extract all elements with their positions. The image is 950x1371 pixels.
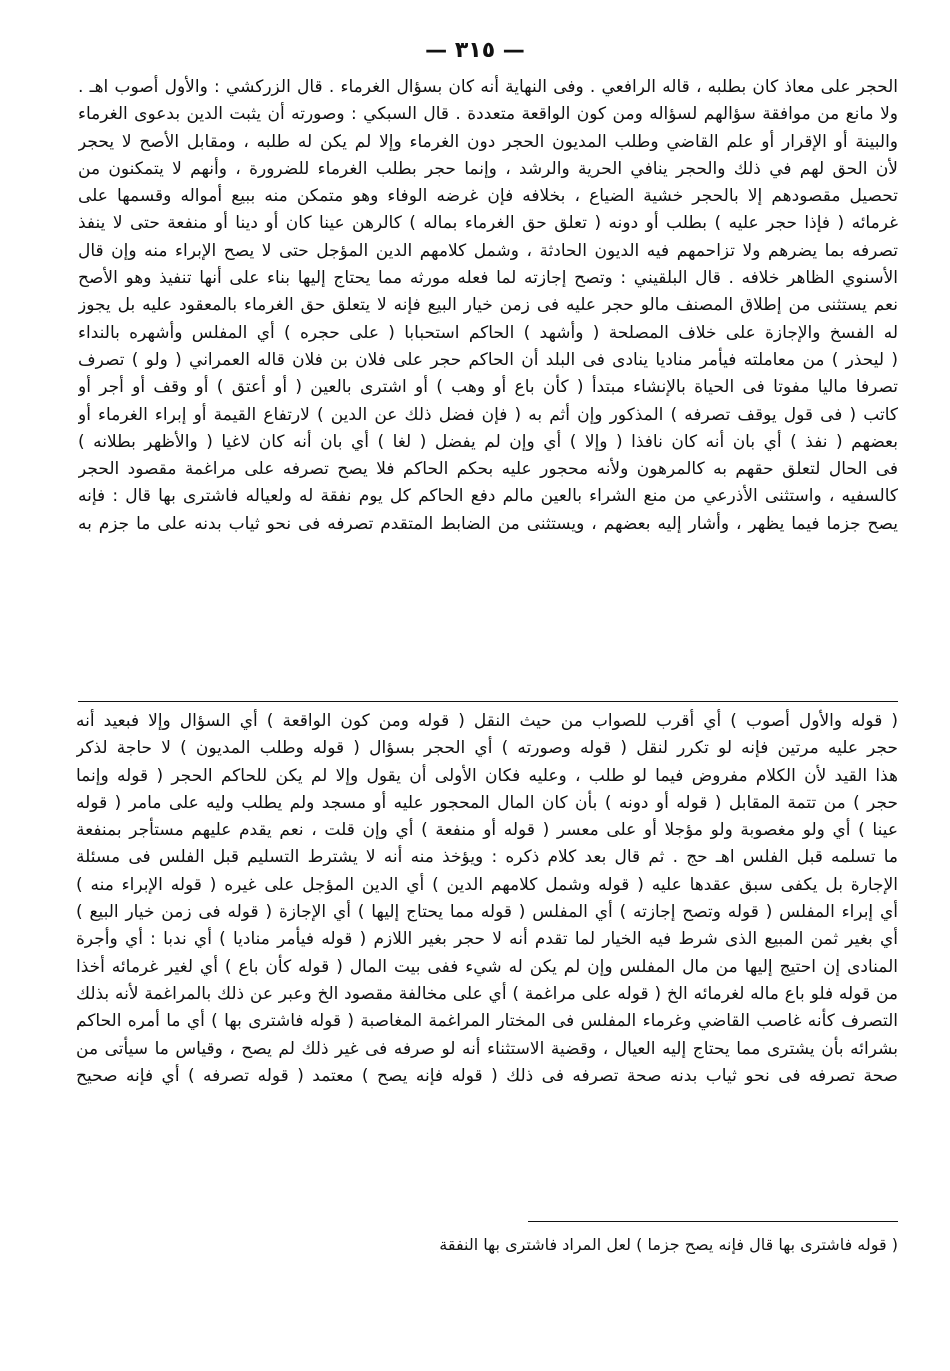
main-text-line: ولا مانع من موافقة سؤالهم لسؤاله ومن كون الواقعة متعددة . قال السبكي : وصورته أن يثبت الدين بدعوى الغرماء [78, 104, 898, 125]
main-text-line: فى الحال لتعلق حقهم به كالمرهون ولأنه محجور عليه بحكم الحاكم فلا يصح تصرفه على مراغمة مقصود الحجر [78, 459, 898, 480]
footnote-line: ( قوله فاشترى بها قال فإنه يصح جزما ) لعل المراد فاشترى بها النفقة [439, 1235, 898, 1254]
commentary-line: أي بغير ثمن المبيع الذى شرط فيه الخيار لما تقدم أنه لا حجر بغير اللازم ( قوله فيأمر مناديا ) أي ندبا : أي وأجرة [76, 929, 898, 950]
page-number: — ٣١٥ — [425, 38, 525, 63]
commentary-line: حجر ) من تتمة المقابل ( قوله أو دونه ) بأن كان المال المحجور عليه أو مسجد ولم يطلب وليه على مامر ( قوله [76, 792, 898, 813]
commentary-line: صحة تصرفه فى نحو ثياب بدنه صحة تصرفه فى ذلك ( قوله فإنه يصح ) معتمد ( قوله تصرفه ) أي فإنه صحيح [76, 1065, 898, 1086]
main-text-line: لأن الحق لهم في ذلك والحجر ينافي الحرية والرشد ، وإنما حجر بطلب الغرماء للضرورة ، وأنهم لا يتمكنون من [78, 158, 898, 179]
commentary-block [76, 708, 898, 1090]
main-text-line: بعضهم ( نفذ ) أي بان أنه كان نافذا ( وإلا ) أي وإن لم يفضل ( لغا ) أي بان أنه كان لاغيا ( والأظهر بطلانه ) [78, 431, 898, 452]
main-text-line: والبينة أو الإقرار أو علم القاضي وطلب المديون الحجر دون الغرماء وإلا لم يكن له طلبه ، ومقابل الأصح لا يحجر [78, 131, 898, 152]
commentary-line: المنادى إن احتيج إليها من مال المفلس وإن لم يكن له شيء ففى بيت المال ( قوله كأن باع ) أي لغير غرمائه أخذا [76, 956, 898, 977]
commentary-line: ما تسلمه قبل الفلس اهـ حج . ثم قال بعد كلام ذكره : ويؤخذ منه أنه لا يشترط التسليم قبل الفلس فى مسئلة [76, 847, 898, 868]
main-text-line: تحصيل مقصودهم إلا بالحجر خشية الضياع ، بخلافه فإن غرضه الوفاء وهو متمكن منه ببيع أمواله وقسمها على [78, 186, 898, 207]
main-text-line: ( ليحذر ) من معاملته فيأمر مناديا ينادى فى البلد أن الحاكم حجر على فلان بن فلان قاله العمراني ( ولو ) تصرف [78, 349, 898, 370]
footnote-block [78, 1233, 898, 1257]
footnote-divider [528, 1221, 898, 1222]
main-text-line: يصح جزما فيما يظهر ، وأشار إليه بعضهم ، ويستثنى من الضابط المتقدم تصرفه فى نحو ثياب بدنه على ما جزم به [78, 513, 898, 534]
commentary-line: بشرائه بأن يشترى مما يحتاج إليه العيال ، وقضية الاستثناء أنه لو صرفه فى غير ذلك لم يصح ، وقياس ما سيأتى من [76, 1038, 898, 1059]
section-divider [78, 701, 898, 702]
commentary-line: ( قوله والأول أصوب ) أي أقرب للصواب من حيث النقل ( قوله ومن كون الواقعة ) أي السؤال وإلا فبعيد أنه [76, 711, 898, 731]
main-text-line: كاتب ( فى قول يوقف تصرفه ) المذكور وإن أثم به ( فإن فضل ذلك عن الدين ) لارتفاع القيمة أو إبراء الغرماء أو [78, 404, 898, 425]
main-text-line: تصرفه بما يضرهم ولا تزاحمهم فيه الديون الحادثة ، وشمل كلامهم الدين المؤجل حتى لا يصح الإبراء منه وإن قال [78, 240, 898, 261]
commentary-line: الإجارة بل يكفى سبق عقدها عليه ( قوله وشمل كلامهم الدين ) أي الدين المؤجل على غيره ( قوله الإبراء منه ) [76, 874, 898, 895]
main-text-line: الحجر على معاذ كان بطلبه ، قاله الرافعي . وفى النهاية أنه كان بسؤال الغرماء . قال الزركشي : والأول أصوب اهـ . [78, 77, 898, 97]
commentary-line: التصرف كأنه غاصب القاضي وغرماء المفلس فى المختار المراغمة المغاصبة ( قوله فاشترى بها ) أي ما أمره الحاكم [76, 1011, 898, 1032]
commentary-line: حجر عليه مرتين فإنه لو تكرر لنقل ( قوله وصورته ) أي الحجر بسؤال ( قوله وطلب المديون ) لا حاجة لذكر [76, 738, 898, 759]
commentary-line: من قوله فلو باع ماله لغرمائه الخ ( قوله على مراغمة ) أي على مخالفة مقصود الخ وعبر عن ذلك بالمراغمة لأنه بذلك [76, 983, 898, 1004]
commentary-line: عينا ) أي ولو مغصوبة ولو مؤجلا أو على معسر ( قوله أو منفعة ) أي وإن قلت ، نعم يقدم عليهم مستأجر بمنفعة [76, 820, 898, 841]
commentary-line: هذا القيد لأن الكلام مفروض فيما لو طلب ، وعليه فكان الأولى أن يقول وإلا لم يكن للحاكم الحجر ( قوله وإنما [76, 765, 898, 786]
main-text-line: تصرفا ماليا مفوتا فى الحياة بالإنشاء مبتدأ ( كأن باع أو وهب ) أو اشترى بالعين ( أو أعتق ) أو وقف أو أجر أو [78, 377, 898, 398]
commentary-line: أي إبراء المفلس ( قوله وتصح إجازته ) أي المفلس ( قوله مما يحتاج إليها ) أي الإجازة ( قوله فى زمن خيار البيع ) [76, 902, 898, 923]
main-text-line: غرمائه ( فإذا حجر عليه ) بطلب أو دونه ( تعلق حق الغرماء بماله ) كالرهن عينا كان أو دينا أو منفعة حتى لا ينفذ [78, 213, 898, 234]
main-text-line: له الفسخ والإجازة على خلاف المصلحة ( وأشهد ) الحاكم استحبابا ( على حجره ) أي المفلس وأشهره بالنداء [78, 322, 898, 343]
main-text-line: الأسنوي الظاهر خلافه . قال البلقيني : وتصح إجازته لما فعله مورثه مما يحتاج إليها بناء على أنها تنفيذ وهو الأصح [78, 268, 898, 289]
main-text-line: نعم يستثنى من إطلاق المصنف مالو حجر عليه فى زمن خيار البيع فإنه لا يتعلق حق الغرماء بالمعقود عليه بل يجوز [78, 295, 898, 316]
main-text-line: كالسفيه ، واستثنى الأذرعي من منع الشراء بالعين مالم دفع الحاكم كل يوم نفقة له ولعياله فاشترى بها قال : فإنه [78, 486, 898, 507]
main-text-block [78, 74, 898, 538]
